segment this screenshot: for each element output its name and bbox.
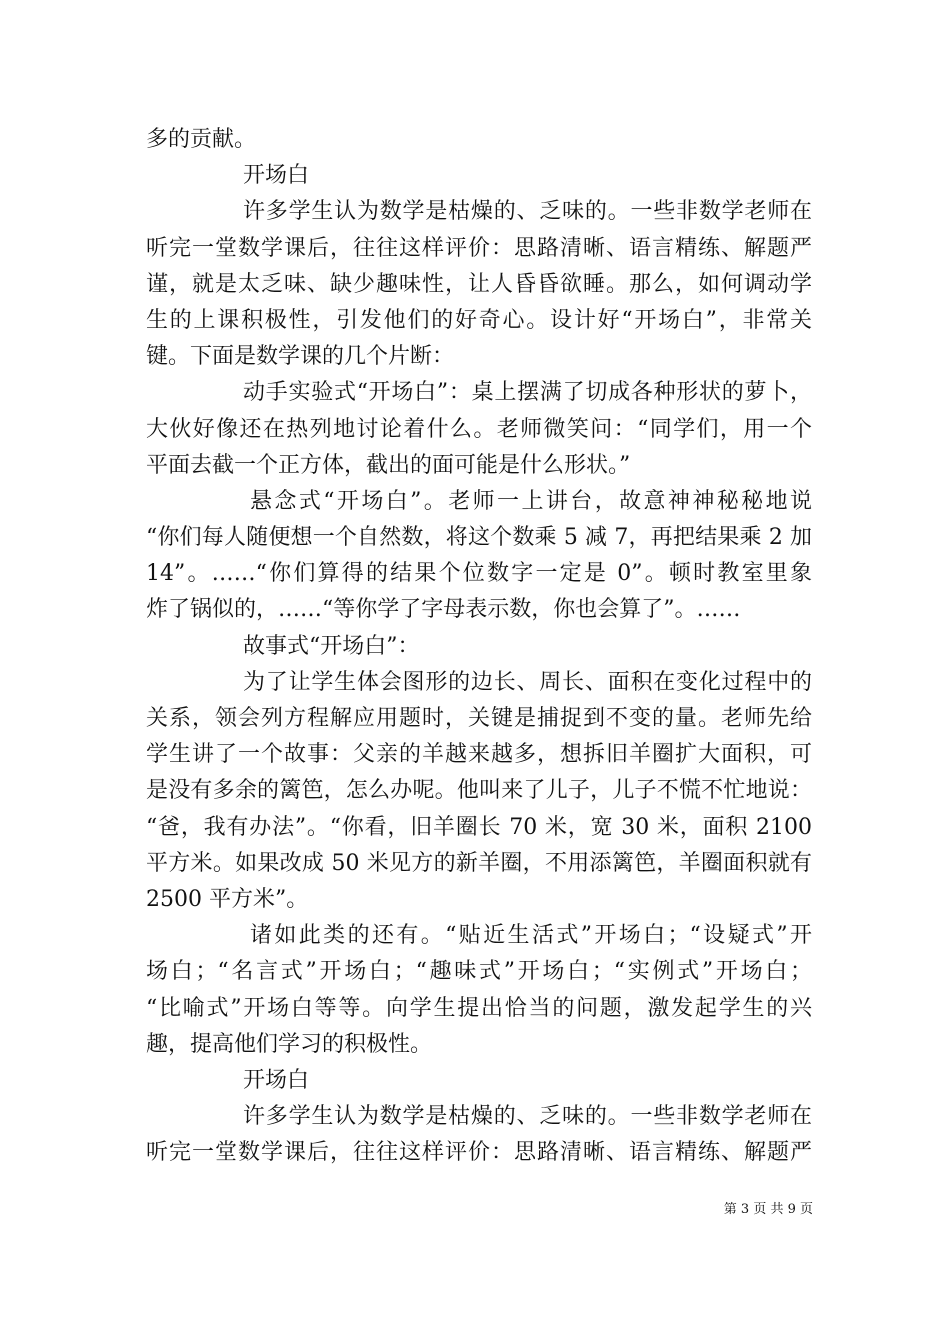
text-line: “爸，我有办法”。“你看，旧羊圈长 70 米，宽 30 米，面积 2100 (146, 814, 812, 840)
text-line: 键。下面是数学课的几个片断： (146, 344, 455, 370)
text-line: 炸了锅似的，……“等你学了字母表示数，你也会算了”。…… (146, 597, 741, 623)
text-line: 许多学生认为数学是枯燥的、乏味的。一些非数学老师在 (243, 1104, 812, 1130)
section-heading: 开场白 (243, 163, 310, 189)
text-line: 动手实验式“开场白”：桌上摆满了切成各种形状的萝卜， (243, 380, 812, 406)
text-line: 听完一堂数学课后，往往这样评价：思路清晰、语言精练、解题严 (146, 1140, 812, 1166)
text-line: 许多学生认为数学是枯燥的、乏味的。一些非数学老师在 (243, 199, 812, 225)
text-line: 14”。……“你们算得的结果个位数字一定是 0”。顿时教室里象 (146, 561, 812, 587)
text-line: 多的贡献。 (146, 127, 257, 152)
text-line: 生的上课积极性，引发他们的好奇心。设计好“开场白”，非常关 (146, 307, 812, 333)
text-line: “比喻式”开场白等等。向学生提出恰当的问题，激发起学生的兴 (146, 995, 812, 1021)
text-line: 悬念式“开场白”。老师一上讲台，故意神神秘秘地说 (250, 488, 812, 514)
text-line: 场白；“名言式”开场白；“趣味式”开场白；“实例式”开场白； (146, 959, 812, 985)
text-line: 2500 平方米”。 (146, 886, 309, 912)
text-line: 大伙好像还在热列地讨论着什么。老师微笑问：“同学们，用一个 (146, 416, 812, 442)
section-heading: 开场白 (243, 1067, 310, 1093)
text-line: 是没有多余的篱笆，怎么办呢。他叫来了儿子，儿子不慌不忙地说： (146, 778, 812, 804)
text-line: 平面去截一个正方体，截出的面可能是什么形状。” (146, 452, 631, 478)
text-line: 为了让学生体会图形的边长、周长、面积在变化过程中的 (243, 669, 812, 695)
text-line: 趣，提高他们学习的积极性。 (146, 1031, 433, 1057)
page-number: 第 3 页 共 9 页 (723, 1202, 813, 1217)
text-line: 听完一堂数学课后，往往这样评价：思路清晰、语言精练、解题严 (146, 235, 812, 261)
text-line: 故事式“开场白”： (243, 633, 420, 659)
text-line: “你们每人随便想一个自然数，将这个数乘 5 减 7，再把结果乘 2 加 (146, 525, 812, 551)
text-line: 关系，领会列方程解应用题时，关键是捕捉到不变的量。老师先给 (146, 706, 812, 731)
text-line: 诸如此类的还有。“贴近生活式”开场白；“设疑式”开 (250, 923, 812, 949)
text-line: 学生讲了一个故事：父亲的羊越来越多，想拆旧羊圈扩大面积，可 (146, 742, 812, 768)
document-body (146, 122, 812, 1171)
text-line: 谨，就是太乏味、缺少趣味性，让人昏昏欲睡。那么，如何调动学 (146, 271, 812, 297)
text-line: 平方米。如果改成 50 米见方的新羊圈，不用添篱笆，羊圈面积就有 (146, 850, 812, 876)
